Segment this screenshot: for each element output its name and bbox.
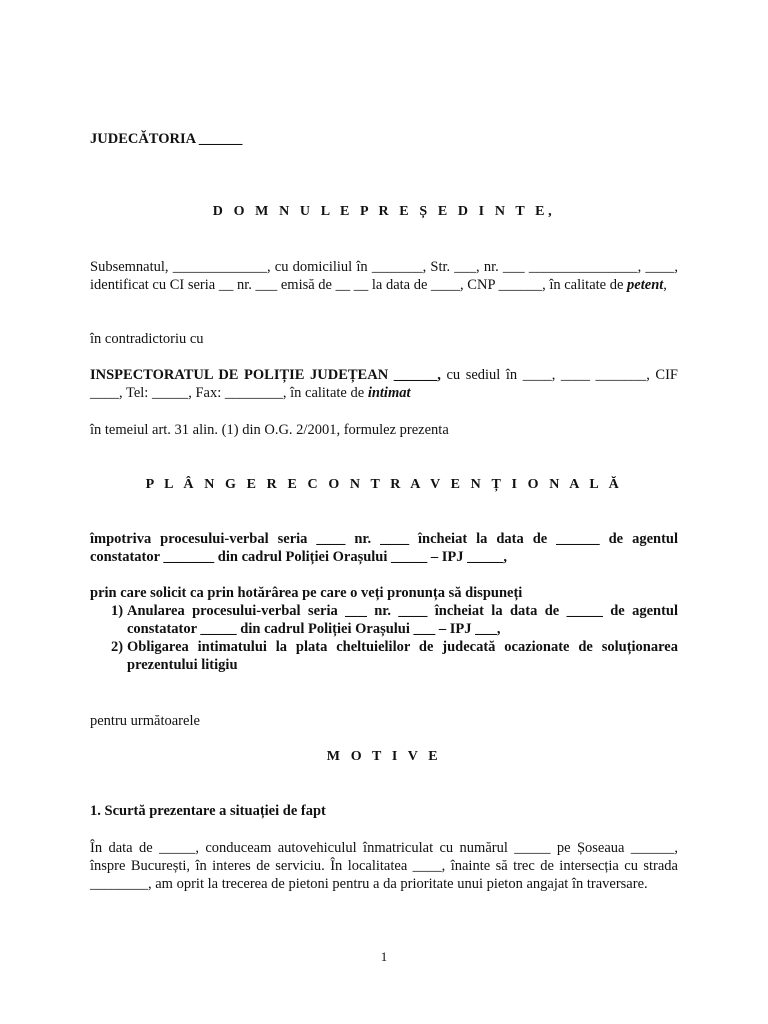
request-intro: prin care solicit ca prin hotărârea pe care o veți pronunța să dispuneți — [90, 585, 523, 601]
contradictory-line: în contradictoriu cu — [90, 331, 204, 347]
page-number: 1 — [380, 949, 388, 964]
court-heading: JUDECĂTORIA ______ — [90, 131, 243, 147]
against-paragraph: împotriva procesului-verbal seria ____ nr. ____ încheiat la data de ______ de agentul constatator _______ din cadrul Poliției Orașului _____ – IPJ _____, — [90, 531, 678, 565]
section-heading: 1. Scurtă prezentare a situației de fapt — [90, 803, 326, 819]
salutation: D O M N U L E P R E Ș E D I N T E, — [212, 204, 556, 219]
respondent-role: intimat — [367, 385, 411, 401]
list-item — [90, 602, 678, 638]
legal-basis: în temeiul art. 31 alin. (1) din O.G. 2/2001, formulez prezenta — [90, 422, 449, 438]
following-line: pentru următoarele — [90, 713, 200, 729]
requests-list — [90, 602, 678, 674]
petitioner-intro — [90, 258, 678, 294]
document-title: P L Â N G E R E C O N T R A V E N Ț I O N A L Ă — [145, 477, 623, 492]
petitioner-role: petent — [627, 277, 664, 293]
motives-title: M O T I V E — [326, 749, 442, 764]
petitioner-end: , — [663, 277, 667, 293]
request-number: 2) — [111, 639, 124, 655]
petitioner-details: Subsemnatul, _____________, cu domiciliul în _______, Str. ___, nr. ___ _______________, ____, identificat cu CI seria __ nr. ___ emisă de __ __ la data de ____, CNP ______, în calitate de — [90, 259, 678, 293]
respondent-details: cu sediul în ____, ____ _______, CIF ____, Tel: _____, Fax: ________, în calitate de — [90, 367, 678, 401]
request-text: Obligarea intimatului la plata cheltuielilor de judecată ocazionate de soluționarea prezentului litigiu — [127, 639, 678, 673]
respondent-name: INSPECTORATUL DE POLIȚIE JUDEȚEAN ______, — [90, 367, 441, 383]
request-number: 1) — [111, 603, 124, 619]
section-paragraph: În data de _____, conduceam autovehiculul înmatriculat cu numărul _____ pe Șoseaua ______, înspre București, în interes de serviciu. În localitatea ____, înainte să trec de intersecția cu strada ________, am oprit la trecerea de pietoni pentru a da prioritate unui pieton angajat în traversare. — [90, 840, 678, 892]
respondent-block — [90, 366, 678, 402]
list-item — [90, 638, 678, 674]
request-text: Anularea procesului-verbal seria ___ nr. ____ încheiat la data de _____ de agentul constatator _____ din cadrul Poliției Orașului ___ – IPJ ___, — [127, 603, 678, 637]
